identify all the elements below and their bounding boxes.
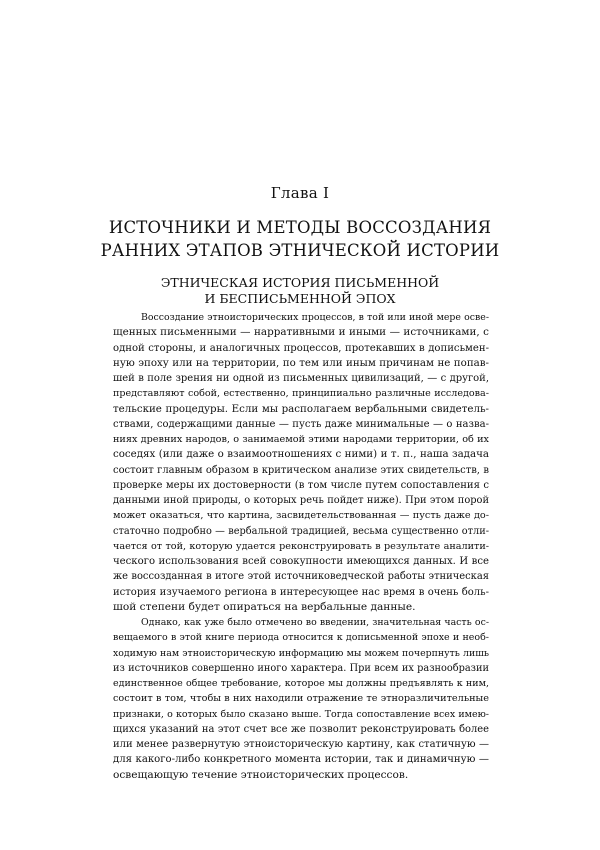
text-line: одной стороны, и аналогичных процессов, протекавших в дописьмен- (113, 342, 489, 354)
paragraph (113, 615, 489, 783)
section-title-line: ЭТНИЧЕСКАЯ ИСТОРИЯ ПИСЬМЕННОЙ (160, 275, 440, 290)
text-line: проверке меры их достоверности (в том числе путем сопоставления с (113, 479, 489, 491)
text-line: соседях (или даже о взаимоотношениях с ними) и т. п., наша задача (113, 448, 489, 461)
text-line: ную эпоху или на территории, по тем или иным причинам не попав- (113, 356, 489, 369)
text-line: история изучаемого региона в интересующее нас время в очень боль- (113, 586, 489, 598)
body-text (113, 310, 489, 783)
text-line: шой степени будет опираться на вербальные данные. (113, 600, 416, 613)
text-line: ниях древних народов, о занимаемой этими народами территории, об их (113, 434, 489, 445)
text-line: шей в поле зрения ни одной из письменных цивилизаций, — с другой, (113, 373, 489, 384)
text-line: из источников совершенно иного характера. При всем их разнообразии (113, 662, 489, 674)
chapter-label: Глава I (270, 184, 330, 202)
text-line: щихся указаний на этот счет все же позволит реконструировать более (113, 723, 489, 735)
text-line: щенных письменными — нарративными и иными — источниками, с (113, 326, 489, 339)
text-line: статочно подробно — вербальной традицией, весьма существенно отли- (113, 525, 489, 537)
text-line: ческого использования всей совокупности имеющихся данных. И все (113, 556, 489, 567)
text-line: для какого-либо конкретного момента истории, так и динамичную — (113, 754, 489, 766)
text-line: единственное общее требование, которое мы должны предъявлять к ним, (113, 678, 489, 689)
text-line: ствами, содержащими данные — пусть даже минимальные — о назва- (113, 418, 489, 430)
text-line: или менее развернутую этноисторическую картину, как статичную — (113, 739, 489, 750)
text-line: же воссозданная в итоге этой источниковедческой работы этническая (113, 571, 489, 583)
paragraph (113, 310, 489, 615)
text-line: представляют собой, естественно, принципиально различные исследова- (113, 388, 489, 400)
text-line: тельские процедуры. Если мы располагаем вербальными свидетель- (113, 402, 489, 415)
chapter-title-line: ИСТОЧНИКИ И МЕТОДЫ ВОССОЗДАНИЯ (108, 218, 492, 237)
text-line: чается от той, которую удается реконструировать в результате аналити- (113, 540, 489, 552)
text-line: состоит в том, чтобы в них находили отражение те этноразличительные (113, 693, 489, 705)
text-line: данными иной природы, о которых речь пойдет ниже). При этом порой (113, 495, 489, 506)
text-line: ходимую нам этноисторическую информацию мы можем почерпнуть лишь (113, 647, 489, 659)
text-line: состоит главным образом в критическом анализе этих свидетельств, в (113, 464, 489, 476)
text-line: может оказаться, что картина, засвидетельствованная — пусть даже до- (113, 510, 489, 522)
chapter-title-line: РАННИХ ЭТАПОВ ЭТНИЧЕСКОЙ ИСТОРИИ (100, 241, 500, 260)
chapter-title (0, 216, 600, 262)
text-line: вещаемого в этой книге периода относится к дописьменной эпохе и необ- (113, 632, 489, 644)
text-line: признаки, о которых было сказано выше. Тогда сопоставление всех имею- (113, 708, 489, 720)
text-line: Воссоздание этноисторических процессов, в той или иной мере осве- (141, 312, 489, 323)
section-title-line: И БЕСПИСЬМЕННОЙ ЭПОХ (204, 291, 396, 306)
text-line: освещающую течение этноисторических процессов. (113, 768, 409, 781)
section-title (0, 275, 600, 307)
text-line: Однако, как уже было отмечено во введении, значительная часть ос- (141, 617, 489, 628)
